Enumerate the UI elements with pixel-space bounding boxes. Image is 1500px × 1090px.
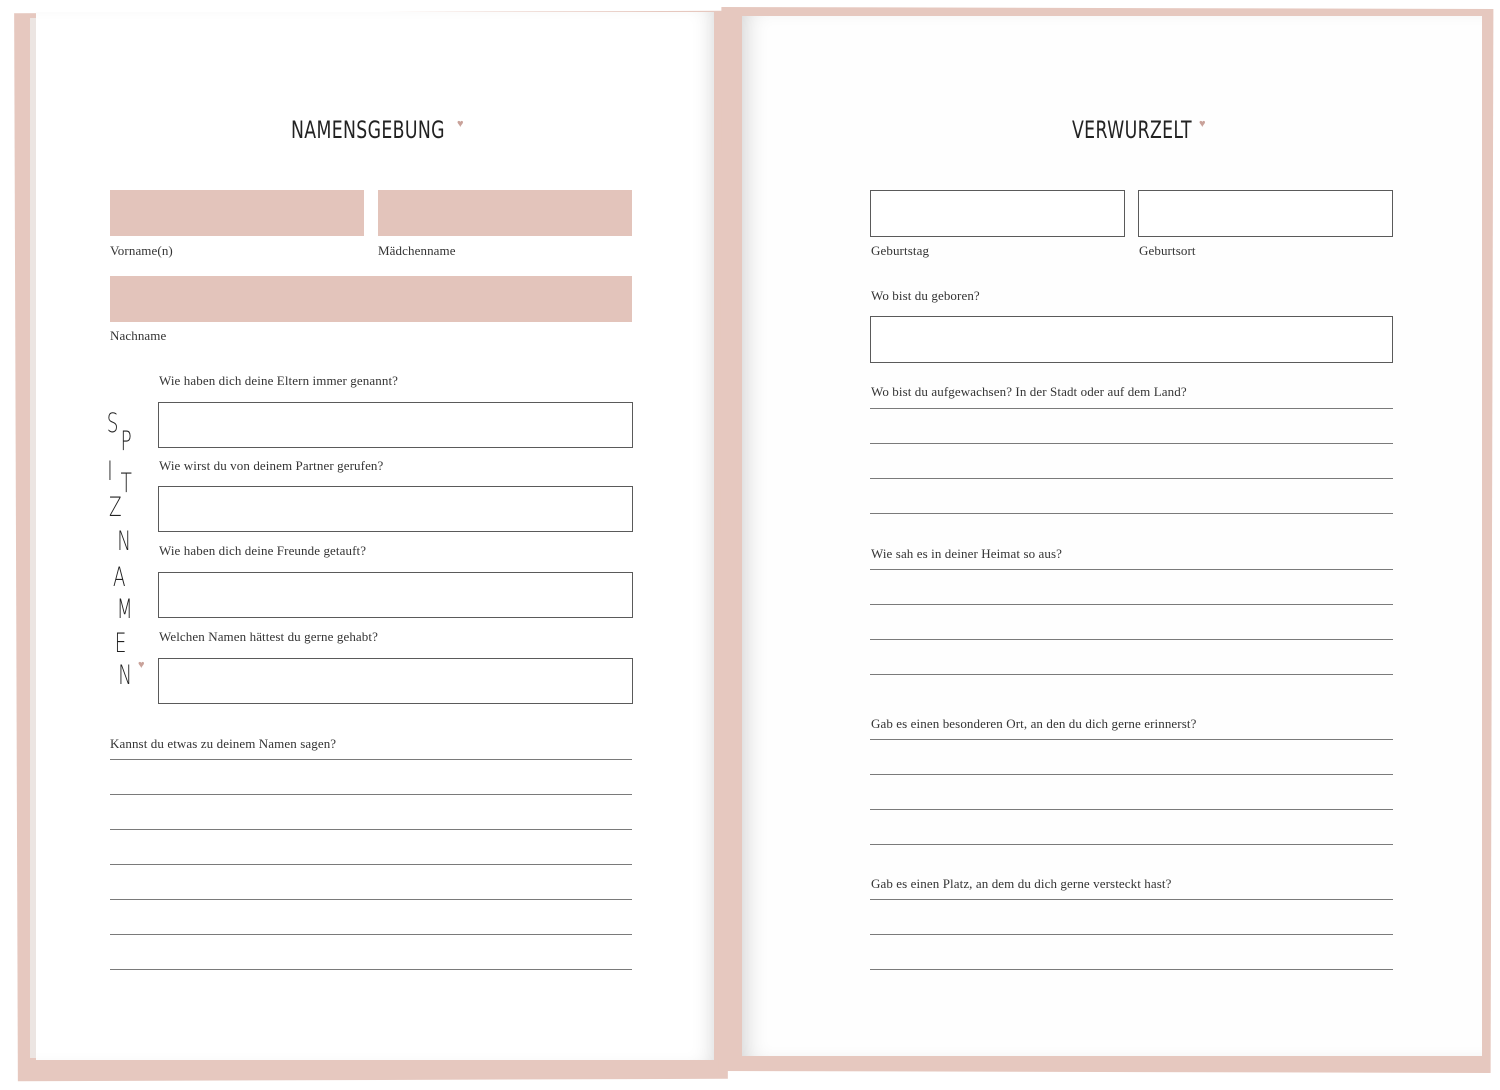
nickname-answer-1[interactable]	[158, 402, 633, 448]
writing-line[interactable]	[870, 569, 1393, 570]
grew-up-question: Wo bist du aufgewachsen? In der Stadt oder auf dem Land?	[871, 384, 1187, 399]
maiden-name-label: Mädchenname	[378, 243, 456, 258]
special-place-question: Gab es einen besonderen Ort, an den du dich gerne erinnerst?	[871, 716, 1197, 731]
nickname-question-2: Wie wirst du von deinem Partner gerufen?	[159, 458, 384, 473]
nickname-letter: N	[118, 660, 132, 691]
nickname-answer-3[interactable]	[158, 572, 633, 618]
writing-line[interactable]	[870, 899, 1393, 900]
writing-line[interactable]	[870, 969, 1393, 970]
hiding-place-question: Gab es einen Platz, an dem du dich gerne versteckt hast?	[871, 876, 1172, 891]
maiden-name-box[interactable]	[378, 190, 632, 236]
birth-location-question: Wo bist du geboren?	[871, 288, 980, 303]
birthplace-label: Geburtsort	[1139, 243, 1196, 258]
first-name-box[interactable]	[110, 190, 364, 236]
writing-line[interactable]	[870, 604, 1393, 605]
birthplace-box[interactable]	[1138, 190, 1393, 237]
birthday-label: Geburtstag	[871, 243, 930, 258]
heart-icon: ♥	[138, 659, 145, 671]
heart-icon: ♥	[457, 118, 464, 130]
writing-line[interactable]	[870, 934, 1393, 935]
writing-line[interactable]	[110, 759, 632, 760]
first-name-label: Vorname(n)	[110, 243, 173, 258]
writing-line[interactable]	[870, 478, 1393, 479]
heart-icon: ♥	[1199, 118, 1206, 130]
homeland-question: Wie sah es in deiner Heimat so aus?	[871, 546, 1063, 561]
writing-line[interactable]	[110, 969, 632, 970]
nickname-letter: M	[116, 594, 133, 625]
nickname-answer-4[interactable]	[158, 658, 633, 704]
birth-location-box[interactable]	[870, 316, 1393, 363]
writing-line[interactable]	[870, 674, 1393, 675]
nickname-question-4: Welchen Namen hättest du gerne gehabt?	[159, 629, 378, 644]
writing-line[interactable]	[110, 934, 632, 935]
nickname-letter: Z	[108, 492, 122, 523]
writing-line[interactable]	[110, 829, 632, 830]
writing-line[interactable]	[110, 794, 632, 795]
nickname-letter: A	[112, 562, 126, 593]
name-question: Kannst du etwas zu deinem Namen sagen?	[110, 736, 337, 751]
nickname-letter: I	[107, 456, 113, 487]
left-page	[36, 12, 714, 1060]
nickname-letter: S	[106, 408, 119, 439]
nickname-question-1: Wie haben dich deine Eltern immer genannt?	[159, 373, 399, 388]
left-page-title: NAMENSGEBUNG	[291, 116, 445, 144]
writing-line[interactable]	[870, 408, 1393, 409]
nickname-answer-2[interactable]	[158, 486, 633, 532]
right-page-title: VERWURZELT	[1072, 116, 1192, 144]
nickname-letter: T	[120, 468, 132, 499]
writing-line[interactable]	[870, 844, 1393, 845]
writing-line[interactable]	[870, 774, 1393, 775]
writing-line[interactable]	[870, 639, 1393, 640]
nickname-letter: P	[120, 426, 132, 457]
last-name-box[interactable]	[110, 276, 632, 322]
writing-line[interactable]	[870, 513, 1393, 514]
nickname-letter: N	[117, 526, 131, 557]
nickname-question-3: Wie haben dich deine Freunde getauft?	[159, 543, 367, 558]
writing-line[interactable]	[110, 864, 632, 865]
writing-line[interactable]	[110, 899, 632, 900]
last-name-label: Nachname	[110, 328, 167, 343]
writing-line[interactable]	[870, 809, 1393, 810]
writing-line[interactable]	[870, 443, 1393, 444]
nickname-letter: E	[114, 628, 127, 659]
writing-line[interactable]	[870, 739, 1393, 740]
right-page	[742, 16, 1482, 1056]
birthday-box[interactable]	[870, 190, 1125, 237]
